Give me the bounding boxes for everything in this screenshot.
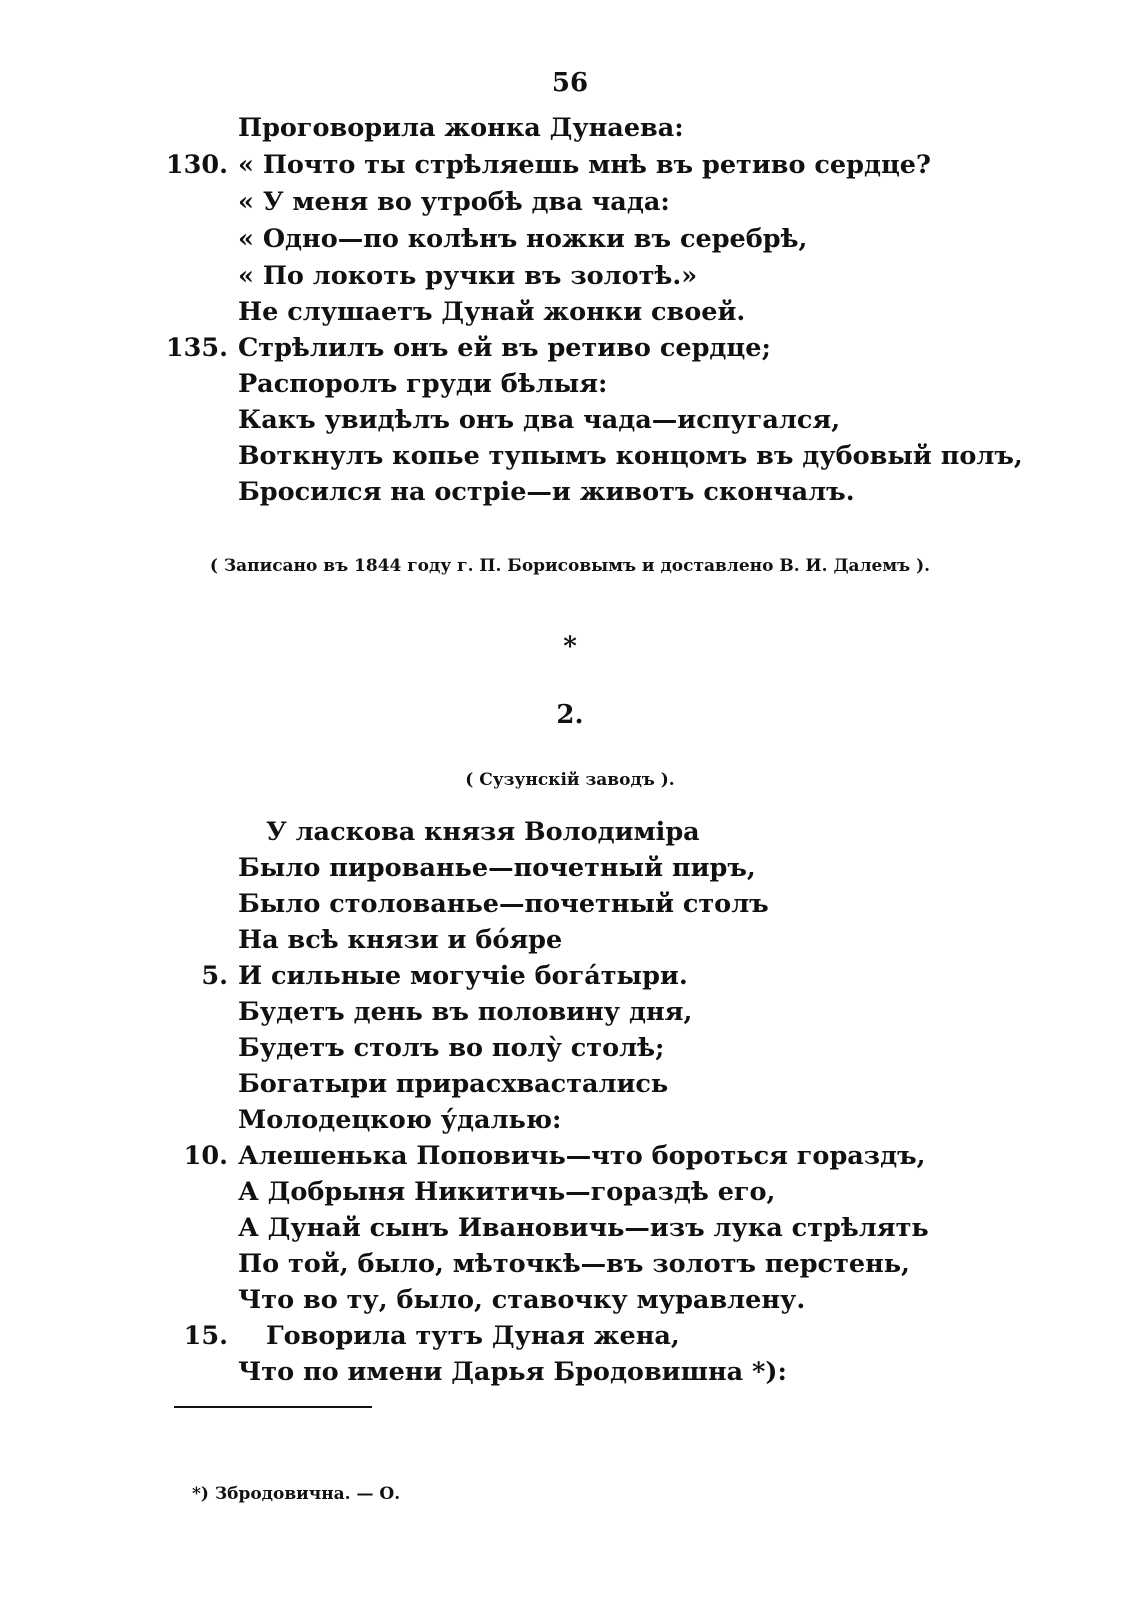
line-number: 135. (165, 333, 228, 363)
verse-line (0, 258, 1140, 294)
verse-line (0, 1282, 1140, 1318)
line-text: « У меня во утробѣ два чада: (238, 187, 670, 217)
verse-line (0, 110, 1140, 146)
verse-line (0, 1246, 1140, 1282)
line-number: 5. (201, 961, 228, 991)
verse-line (0, 1210, 1140, 1246)
verse-line (0, 1138, 1140, 1174)
verse-line (0, 184, 1140, 220)
verse-line (0, 1066, 1140, 1102)
line-number: 15. (183, 1321, 228, 1351)
section-separator: * (563, 632, 577, 662)
line-number: 10. (183, 1141, 228, 1171)
line-text: « Одно—по колѣнъ ножки въ серебрѣ, (238, 224, 808, 254)
section-number: 2. (556, 700, 584, 730)
verse-line (0, 474, 1140, 510)
verse-line (0, 994, 1140, 1030)
page-number: 56 (551, 68, 589, 98)
verse-line (0, 294, 1140, 330)
line-number: 130. (165, 150, 228, 180)
line-text: Не слушаетъ Дунай жонки своей. (238, 297, 746, 327)
line-text: Воткнулъ копье тупымъ концомъ въ дубовый полъ, (238, 441, 1023, 471)
line-text: Что по имени Дарья Бродовишна *): (238, 1357, 787, 1387)
line-text: Было пированье—почетный пиръ, (238, 853, 756, 883)
verse-line (0, 1102, 1140, 1138)
line-text: Будетъ столъ во полу̀ столѣ; (238, 1033, 665, 1063)
verse-line (0, 886, 1140, 922)
verse-line (0, 402, 1140, 438)
footnote: *) Збродовична. — О. (192, 1484, 401, 1504)
line-text: Богатыри прирасхвастались (238, 1069, 669, 1099)
verse-line (0, 1354, 1140, 1390)
verse-line (0, 958, 1140, 994)
line-text: Говорила тутъ Дуная жена, (266, 1321, 680, 1351)
footnote-rule (174, 1406, 372, 1408)
verse-line (0, 221, 1140, 257)
verse-line (0, 1030, 1140, 1066)
line-text: « По локоть ручки въ золотѣ.» (238, 261, 698, 291)
line-text: Будетъ день въ половину дня, (238, 997, 693, 1027)
line-text: По той, было, мѣточкѣ—въ золотъ перстень, (238, 1249, 910, 1279)
source-note: ( Записано въ 1844 году г. П. Борисовымъ и доставлено В. И. Далемъ ). (209, 556, 931, 576)
place-note: ( Сузунскій заводъ ). (465, 770, 675, 790)
line-text: Что во ту, было, ставочку муравлену. (238, 1285, 806, 1315)
line-text: Бросился на остріе—и животъ скончалъ. (238, 477, 855, 507)
verse-line (0, 814, 1140, 850)
verse-line (0, 147, 1140, 183)
line-text: А Дунай сынъ Ивановичь—изъ лука стрѣлять (238, 1213, 929, 1243)
line-text: И сильные могучіе бога́тыри. (238, 961, 688, 991)
verse-line (0, 1318, 1140, 1354)
line-text: Было столованье—почетный столъ (238, 889, 769, 919)
line-text: У ласкова князя Володиміра (266, 817, 700, 847)
verse-line (0, 438, 1140, 474)
line-text: Молодецкою у́далью: (238, 1105, 562, 1135)
line-text: На всѣ князи и бо́яре (238, 925, 563, 955)
line-text: Какъ увидѣлъ онъ два чада—испугался, (238, 405, 841, 435)
verse-line (0, 330, 1140, 366)
verse-line (0, 922, 1140, 958)
line-text: А Добрыня Никитичь—гораздѣ его, (238, 1177, 776, 1207)
line-text: « Почто ты стрѣляешь мнѣ въ ретиво сердце? (238, 150, 931, 180)
line-text: Распоролъ груди бѣлыя: (238, 369, 608, 399)
verse-line (0, 1174, 1140, 1210)
verse-line (0, 850, 1140, 886)
line-text: Проговорила жонка Дунаева: (238, 113, 684, 143)
verse-line (0, 366, 1140, 402)
line-text: Стрѣлилъ онъ ей въ ретиво сердце; (238, 333, 771, 363)
line-text: Алешенька Поповичь—что бороться гораздъ, (238, 1141, 926, 1171)
